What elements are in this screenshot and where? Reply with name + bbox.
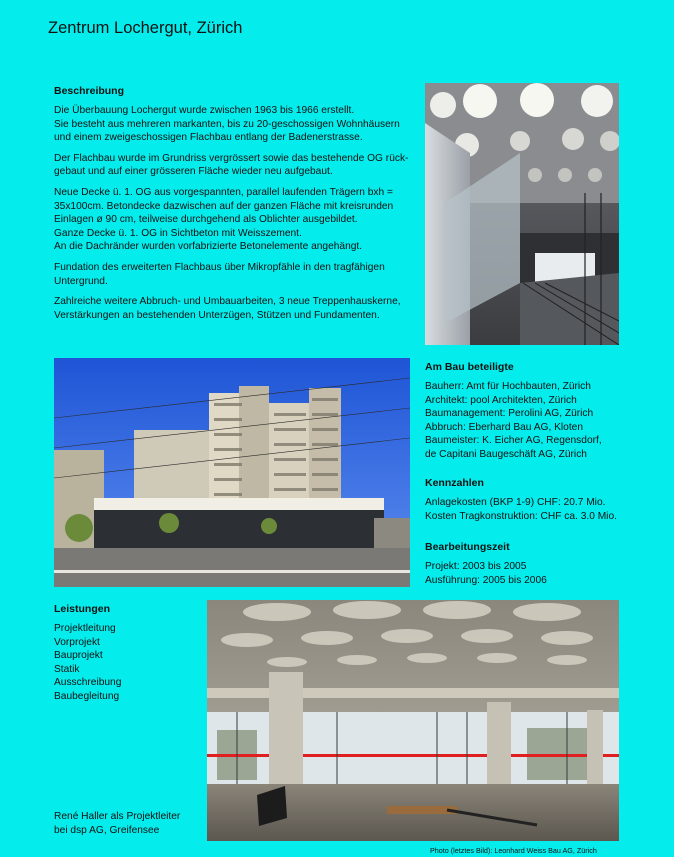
am-bau-line: Abbruch: Eberhard Bau AG, Kloten: [425, 421, 584, 433]
beschreibung-line: Verstärkungen an bestehenden Unterzügen, Stützen und Fundamenten.: [54, 309, 380, 321]
kennzahlen-line: Anlagekosten (BKP 1-9) CHF: 20.7 Mio.: [425, 497, 606, 508]
leistungen-heading: Leistungen: [54, 603, 111, 615]
am-bau-line: Architekt: pool Architekten, Zürich: [425, 394, 577, 406]
am-bau-heading: Am Bau beteiligte: [425, 361, 514, 373]
credit-block: [54, 810, 204, 837]
am-bau-section: [425, 360, 655, 462]
beschreibung-line: Fundation des erweiterten Flachbaus über Mikropfähle in den tragfähigen: [54, 261, 385, 273]
beschreibung-line: Untergrund.: [54, 275, 108, 287]
am-bau-line: Bauherr: Amt für Hochbauten, Zürich: [425, 381, 591, 392]
photo-caption: Photo (letztes Bild): Leonhard Weiss Bau AG, Zürich: [430, 846, 597, 855]
kennzahlen-section: [425, 476, 655, 523]
page-title: Zentrum Lochergut, Zürich: [48, 19, 243, 37]
leistungen-item: Projektleitung: [54, 623, 116, 634]
leistungen-item: Baubegleitung: [54, 690, 120, 702]
kennzahlen-line: Kosten Tragkonstruktion: CHF ca. 3.0 Mio.: [425, 510, 617, 522]
beschreibung-paragraph: [54, 152, 414, 179]
beschreibung-paragraph: [54, 295, 414, 322]
beschreibung-line: Sie besteht aus mehreren markanten, bis zu 20-geschossigen Wohnhäusern: [54, 118, 400, 130]
leistungen-item: Vorprojekt: [54, 636, 100, 648]
construction-interior-photo: [207, 600, 619, 841]
beschreibung-section: [54, 84, 414, 329]
bearbeitungszeit-line: Ausführung: 2005 bis 2006: [425, 574, 547, 586]
leistungen-item: Bauprojekt: [54, 650, 103, 662]
am-bau-line: Baumanagement: Perolini AG, Zürich: [425, 408, 594, 420]
beschreibung-line: gebaut und auf einer grösseren Fläche wieder neu aufgebaut.: [54, 166, 333, 178]
beschreibung-line: An die Dachränder wurden vorfabrizierte Betonelemente angehängt.: [54, 241, 363, 253]
beschreibung-line: Zahlreiche weitere Abbruch- und Umbauarbeiten, 3 neue Treppenhauskerne,: [54, 296, 401, 308]
beschreibung-line: 35x100cm. Betondecke dazwischen auf der ganzen Fläche mit kreisrunden: [54, 200, 394, 212]
beschreibung-paragraph: [54, 261, 414, 288]
bearbeitungszeit-line: Projekt: 2003 bis 2005: [425, 561, 527, 572]
am-bau-line: de Capitani Baugeschäft AG, Zürich: [425, 448, 587, 460]
building-exterior-photo: [54, 358, 410, 587]
beschreibung-line: Einlagen ø 90 cm, teilweise durchgehend als Oblichter ausgebildet.: [54, 214, 358, 226]
kennzahlen-heading: Kennzahlen: [425, 477, 484, 489]
beschreibung-line: Der Flachbau wurde im Grundriss vergrössert sowie das bestehende OG rück-: [54, 152, 409, 164]
leistungen-item: Ausschreibung: [54, 677, 122, 689]
credit-line: bei dsp AG, Greifensee: [54, 824, 160, 836]
atrium-photo: [425, 83, 619, 345]
beschreibung-paragraph: [54, 104, 414, 145]
beschreibung-line: Die Überbauung Lochergut wurde zwischen 1963 bis 1966 erstellt.: [54, 105, 355, 116]
beschreibung-paragraph: [54, 186, 414, 254]
bearbeitungszeit-section: [425, 540, 655, 587]
beschreibung-line: Ganze Decke ü. 1. OG in Sichtbeton mit Weisszement.: [54, 227, 302, 239]
bearbeitungszeit-heading: Bearbeitungszeit: [425, 541, 510, 553]
beschreibung-heading: Beschreibung: [54, 85, 125, 97]
credit-line: René Haller als Projektleiter: [54, 811, 181, 822]
beschreibung-line: und einem zweigeschossigen Flachbau entlang der Badenerstrasse.: [54, 132, 363, 144]
leistungen-item: Statik: [54, 663, 80, 675]
beschreibung-body: [54, 104, 414, 322]
am-bau-line: Baumeister: K. Eicher AG, Regensdorf,: [425, 435, 602, 447]
leistungen-section: [54, 602, 194, 704]
beschreibung-line: Neue Decke ü. 1. OG aus vorgespannten, parallel laufenden Trägern bxh =: [54, 186, 393, 198]
